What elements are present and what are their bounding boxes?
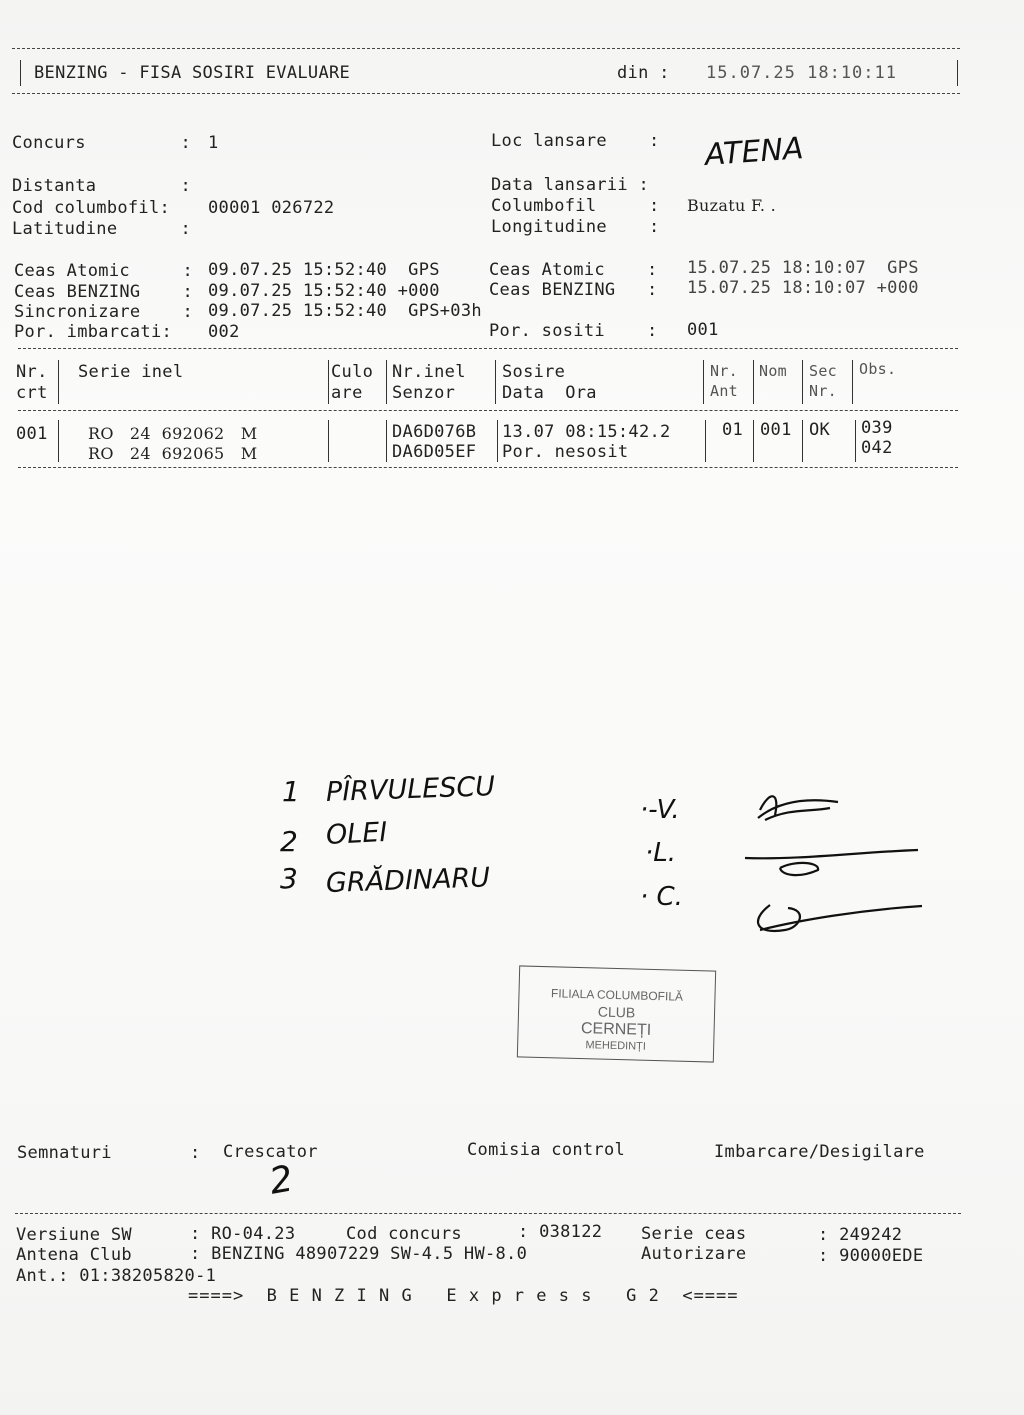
header-top-rule xyxy=(12,48,960,49)
autorizare-label: Autorizare xyxy=(641,1244,747,1264)
sincronizare-label: Sincronizare : xyxy=(14,302,194,322)
hand-num-3: 3 xyxy=(280,862,298,895)
row-2-sosire: Por. nesosit xyxy=(502,442,629,462)
table-top-rule xyxy=(18,348,958,349)
imbarcare-desigilare-label: Imbarcare/Desigilare xyxy=(714,1142,925,1162)
serie-ceas-value: : 249242 xyxy=(818,1225,903,1245)
antena-club-label: Antena Club xyxy=(16,1245,132,1265)
concurs-value: 1 xyxy=(208,133,219,153)
ant-line: Ant.: 01:38205820-1 xyxy=(16,1266,217,1286)
stamp-line-3: CERNEȚI xyxy=(580,1020,652,1039)
columbofil-label: Columbofil : xyxy=(491,196,660,216)
hand-name-2: OLEI xyxy=(325,816,389,851)
cod-columbofil-value: 00001 026722 xyxy=(208,198,335,218)
cod-concurs-label: Cod concurs xyxy=(346,1224,462,1244)
hand-num-2: 2 xyxy=(280,825,298,858)
stamp-line-1: FILIALA COLUMBOFILĂ xyxy=(550,986,684,1004)
row-1-sosire: 13.07 08:15:42.2 xyxy=(502,422,671,442)
row-1-sec: OK xyxy=(809,420,831,440)
serie-ceas-label: Serie ceas xyxy=(641,1224,747,1244)
handwritten-signatures xyxy=(740,770,930,950)
cod-concurs-value: : 038122 xyxy=(518,1222,603,1242)
header-nr-inel: Nr.inel xyxy=(392,362,466,382)
hand-mark-3: · C. xyxy=(640,882,683,912)
header-nr-ant-2: Ant xyxy=(710,382,738,400)
header-sec-2: Nr. xyxy=(809,382,837,400)
por-imbarcati-value: 002 xyxy=(208,322,240,342)
ceas-benzing-right-label: Ceas BENZING : xyxy=(489,280,658,300)
din-value: 15.07.25 18:10:11 xyxy=(706,63,897,83)
table-header-rule xyxy=(18,410,958,411)
header-serie-inel: Serie inel xyxy=(78,362,184,382)
longitudine-label: Longitudine : xyxy=(491,217,660,237)
semnaturi-colon: : xyxy=(190,1143,201,1163)
header-right-bar xyxy=(957,60,958,86)
header-sec-1: Sec xyxy=(809,362,837,380)
hand-mark-2: ·L. xyxy=(645,838,677,868)
header-crt: crt xyxy=(16,383,48,403)
row-1-senzor: DA6D076B xyxy=(392,422,477,442)
loc-lansare-handwritten: ATENA xyxy=(703,131,805,173)
crescator-signature: 2 xyxy=(266,1158,297,1203)
autorizare-value: : 90000EDE xyxy=(818,1246,924,1266)
ceas-benzing-value: 09.07.25 15:52:40 +000 xyxy=(208,281,440,301)
semnaturi-label: Semnaturi xyxy=(17,1143,112,1163)
brand-line: ====> B E N Z I N G E x p r e s s G 2 <==== xyxy=(188,1286,739,1306)
header-left-bar xyxy=(20,60,21,86)
table-bottom-rule xyxy=(18,467,958,468)
hand-name-1: PÎRVULESCU xyxy=(325,771,496,808)
header-data-ora: Data Ora xyxy=(502,383,597,403)
por-sositi-label: Por. sositi : xyxy=(489,321,658,341)
row-1-nom: 001 xyxy=(760,420,792,440)
header-obs: Obs. xyxy=(859,360,897,378)
ceas-atomic-right-label: Ceas Atomic : xyxy=(489,260,658,280)
comisia-control-label: Comisia control xyxy=(467,1140,626,1160)
header-sosire: Sosire xyxy=(502,362,566,382)
header-culoare-2: are xyxy=(331,383,363,403)
concurs-label: Concurs : xyxy=(12,133,192,153)
header-nom: Nom xyxy=(759,362,787,380)
row-2-serie: RO 24 692065 M xyxy=(88,444,258,463)
crescator-label: Crescator xyxy=(223,1142,318,1162)
hand-num-1: 1 xyxy=(282,775,300,808)
data-lansarii-label: Data lansarii : xyxy=(491,175,650,195)
stamp-line-2: CLUB xyxy=(597,1003,636,1021)
document-title: BENZING - FISA SOSIRI EVALUARE xyxy=(34,63,351,83)
por-imbarcati-label: Por. imbarcati: xyxy=(14,322,173,342)
loc-lansare-label: Loc lansare : xyxy=(491,131,660,151)
columbofil-value: Buzatu F. . xyxy=(687,196,777,215)
row-2-senzor: DA6D05EF xyxy=(392,442,477,462)
header-nr-ant-1: Nr. xyxy=(710,362,738,380)
row-1-ant: 01 xyxy=(722,420,744,440)
stamp-line-4: MEHEDINȚI xyxy=(585,1039,647,1053)
row-1-serie: RO 24 692062 M xyxy=(88,424,258,443)
hand-name-3: GRĂDINARU xyxy=(325,862,491,899)
hand-mark-1: ·-V. xyxy=(640,795,680,825)
row-2-obs: 042 xyxy=(861,438,893,458)
versiune-sw-label: Versiune SW xyxy=(16,1225,132,1245)
ceas-atomic-right-value: 15.07.25 18:10:07 GPS xyxy=(687,258,919,278)
ceas-atomic-label: Ceas Atomic : xyxy=(14,261,194,281)
row-1-obs: 039 xyxy=(861,418,893,438)
cod-columbofil-label: Cod columbofil: xyxy=(12,198,171,218)
versiune-sw-value: : RO-04.23 xyxy=(190,1224,296,1244)
sincronizare-value: 09.07.25 15:52:40 GPS+03h xyxy=(208,301,482,321)
header-nr: Nr. xyxy=(16,362,48,382)
row-1-nr: 001 xyxy=(16,424,48,444)
header-bottom-rule xyxy=(12,93,960,94)
latitudine-label: Latitudine : xyxy=(12,219,192,239)
ceas-atomic-value: 09.07.25 15:52:40 GPS xyxy=(208,260,440,280)
header-culoare-1: Culo xyxy=(331,362,374,382)
club-stamp xyxy=(517,965,716,1062)
din-label: din : xyxy=(617,63,670,83)
distanta-label: Distanta : xyxy=(12,176,192,196)
antena-club-value: : BENZING 48907229 SW-4.5 HW-8.0 xyxy=(190,1244,528,1264)
por-sositi-value: 001 xyxy=(687,320,719,340)
header-senzor: Senzor xyxy=(392,383,456,403)
ceas-benzing-right-value: 15.07.25 18:10:07 +000 xyxy=(687,278,919,298)
footer-rule xyxy=(15,1213,961,1214)
ceas-benzing-label: Ceas BENZING : xyxy=(14,282,194,302)
